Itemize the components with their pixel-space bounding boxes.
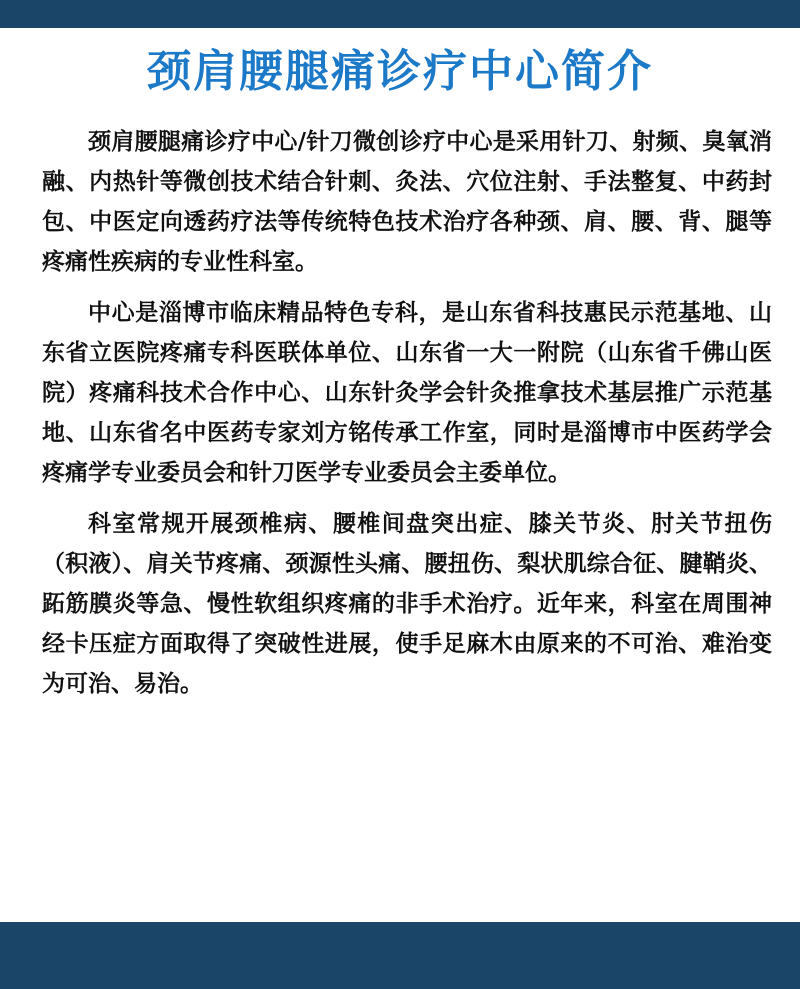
intro-paragraph-1: 颈肩腰腿痛诊疗中心/针刀微创诊疗中心是采用针刀、射频、臭氧消融、内热针等微创技术结合针刺、灸法、穴位注射、手法整复、中药封包、中医定向透药疗法等传统特色技术治疗各种颈、肩、腰、背、腿等疼痛性疾病的专业性科室。 [42,129,772,275]
top-banner-bar [0,0,800,28]
intro-body [42,122,772,715]
bottom-banner-bar [0,922,800,989]
intro-paragraph-2: 中心是淄博市临床精品特色专科，是山东省科技惠民示范基地、山东省立医院疼痛专科医联体单位、山东省一大一附院（山东省千佛山医院）疼痛科技术合作中心、山东针灸学会针灸推拿技术基层推广示范基地、山东省名中医药专家刘方铭传承工作室，同时是淄博市中医药学会疼痛学专业委员会和针刀医学专业委员会主委单位。 [42,300,772,486]
page-title: 颈肩腰腿痛诊疗中心简介 [147,46,653,97]
intro-paragraph-3: 科室常规开展颈椎病、腰椎间盘突出症、膝关节炎、肘关节扭伤（积液）、肩关节疼痛、颈源性头痛、腰扭伤、梨状肌综合征、腱鞘炎、跖筋膜炎等急、慢性软组织疼痛的非手术治疗。近年来，科室在周围神经卡压症方面取得了突破性进展，使手足麻木由原来的不可治、难治变为可治、易治。 [42,511,772,697]
